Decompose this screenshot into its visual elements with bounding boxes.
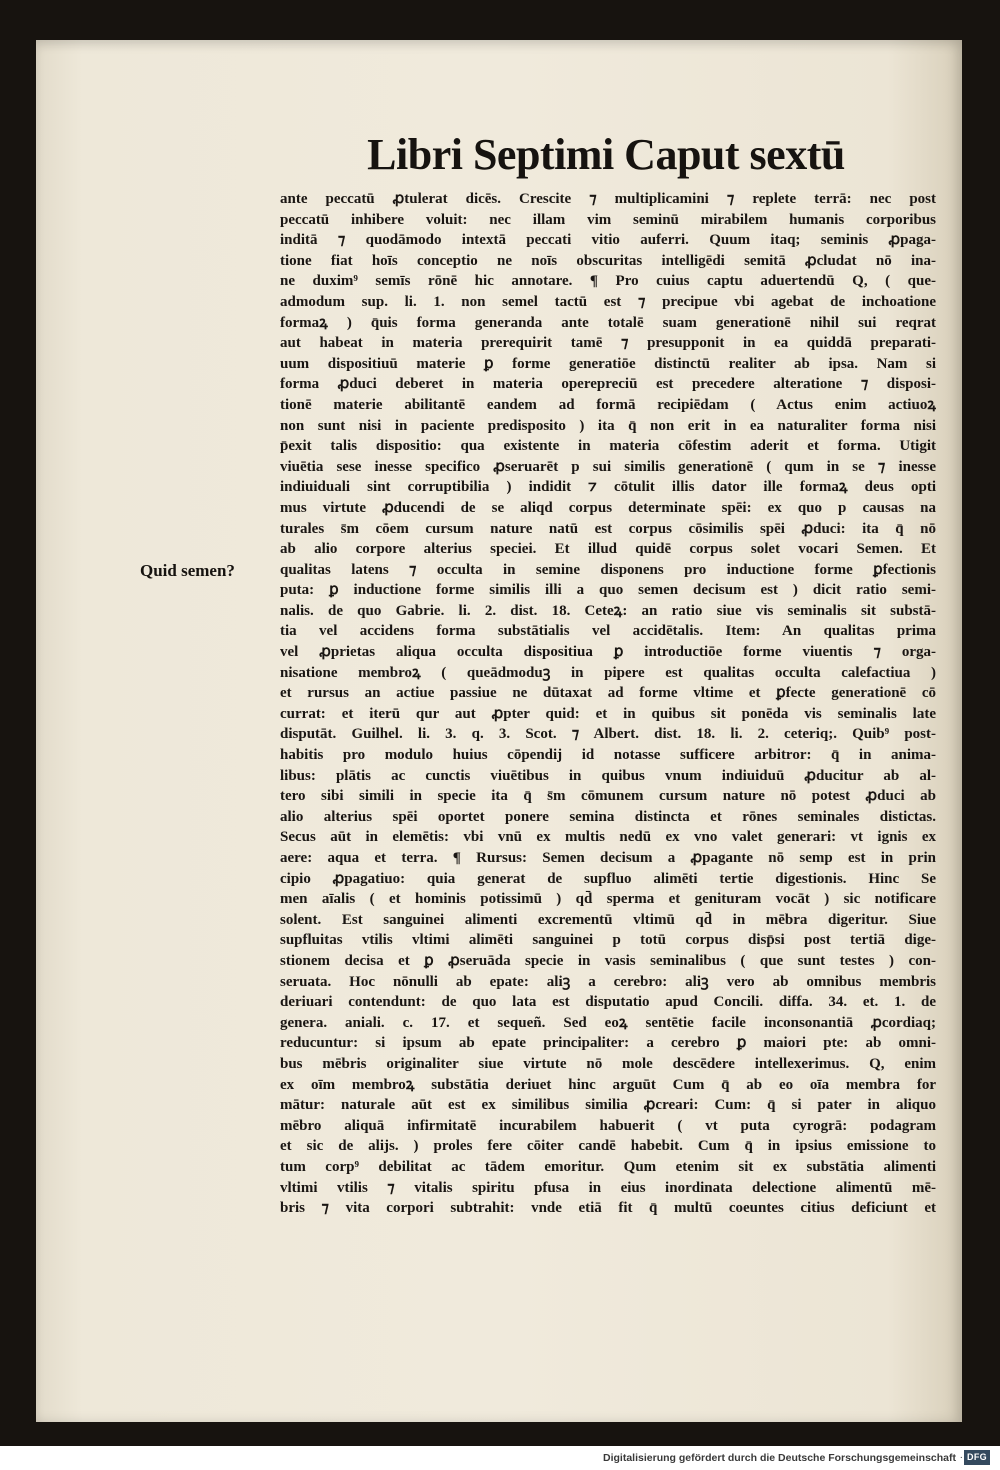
digitization-footer [0, 1446, 1000, 1470]
text-line: formaꝝ ) q̄uis forma generanda ante totalē suam generationē nihil sui reqrat [280, 314, 936, 331]
footer-separator: · [959, 1452, 963, 1463]
text-line: mus virtute ꝓducendi de se aliqd corpus determinate spēi: ex quo p causas na [280, 499, 936, 516]
text-line: men aīalis ( et hominis potissimū ) qd̄ sperma et genituram vocāt ) sic notificare [280, 891, 936, 908]
text-line: alio alterius spēi oportet ponere semina distincta et rōnes seminales distictas. [280, 808, 936, 825]
text-line: bus mēbris originaliter siue virtute nō mole descēdere intellexerimus. Q, enim [280, 1055, 936, 1072]
text-line: Secus aūt in elemētis: vbi vnū ex multis nedū ex vno valet generari: vt ignis ex [280, 829, 936, 846]
text-line: vel ꝓprietas aliqua occulta dispositiua ꝑ introductiōe forme viuentis ⁊ orga- [280, 644, 936, 661]
text-line: admodum sup. li. 1. non semel tactū est ⁊ precipue vbi agebat de inchoatione [280, 293, 936, 310]
text-line: aere: aqua et terra. ¶ Rursus: Semen decisum a ꝓpagante nō semp est in prin [280, 850, 936, 866]
text-line: viuētia sese inesse specifico ꝓseruarēt p sui similis generationē ( qum in se ⁊ inesse [280, 458, 936, 475]
body-text-block [280, 189, 936, 1219]
text-line: p̄exit talis dispositio: qua existente in materia cōfestim aderit et forma. Utigit [280, 438, 936, 455]
text-line: uum dispositiuū materie ꝑ forme generatiōe distinctū realiter ab ipsa. Nam si [280, 355, 936, 372]
text-line: deriuari contendunt: de quo lata est disputatio apud Concili. diffa. 34. et. 1. de [280, 994, 936, 1011]
text-line: bris ⁊ vita corpori subtrahit: vnde etiā fit q̄ multū coeuntes citius deficiunt et [280, 1200, 936, 1217]
text-line: tionē materie abilitantē eandem ad formā recipiēdam ( Actus enim actiuoꝝ [280, 396, 936, 413]
text-line: habitis pro modulo huius cōpendij id notasse sufficere arbitror: q̄ in anima- [280, 747, 936, 764]
text-line: qualitas latens ⁊ occulta in semine disponens pro inductione forme ꝑfectionis [280, 561, 936, 578]
text-line: et sic de alijs. ) proles fere cōiter candē habebit. Cum q̄ in ipsius emissione to [280, 1138, 936, 1155]
text-line: currat: et iterū qur aut ꝓpter quid: et in quibus sit ponēda vis seminalis late [280, 705, 936, 722]
text-line: mātur: naturale aūt est ex similibus similia ꝓcreari: Cum: q̄ si pater in aliquo [280, 1097, 936, 1114]
margin-note: Quid semen? [140, 561, 235, 580]
text-line: et rursus an actiue passiue ne dūtaxat ad forme vltime et ꝑfecte generationē cō [280, 685, 936, 702]
text-line: supfluitas vtilis vltimi alimēti sanguinei p totū corpus disp̄si post tertiā dige- [280, 932, 936, 949]
text-line: inditā ⁊ quodāmodo intextā peccati vitio auferri. Quum itaq; seminis ꝓpaga- [280, 232, 936, 249]
page-heading: Libri Septimi Caput sextū [367, 130, 845, 179]
text-line: forma ꝓduci deberet in materia operepreciū est precedere alteratione ⁊ disposi- [280, 376, 936, 393]
text-line: stionem decisa et ꝑ ꝓseruāda specie in vasis seminalibus ( que sunt testes ) con- [280, 952, 936, 969]
text-line: puta: ꝑ inductione forme similis illi a quo semen decisum est ) dicit ratio semi- [280, 582, 936, 599]
text-line: cipio ꝓpagatiuo: quia generat de supfluo alimēti tertie digestionis. Hinc Se [280, 870, 936, 887]
text-line: non sunt nisi in paciente predisposito ) ita q̄ non erit in ea naturaliter forma nisi [280, 417, 936, 434]
text-line: ab alio corpore alterius speciei. Et illud quidē corpus solet vocari Semen. Et [280, 541, 936, 558]
text-line: reducuntur: si ipsum ab epate principaliter: a cerebro ꝑ maiori pte: ab omni- [280, 1035, 936, 1052]
text-line: ex oīm membroꝝ substātia deriuet hinc arguūt Cum q̄ ab eo oīa membra for [280, 1076, 936, 1093]
text-line: tia vel accidens forma substātialis vel accidētalis. Item: An qualitas prima [280, 623, 936, 640]
text-line: aut habeat in materia prerequirit tamē ⁊ presupponit in ea quiddā preparati- [280, 335, 936, 352]
text-line: seruata. Hoc nōnulli ab epate: aliꝫ a cerebro: aliꝫ vero ab omnibus membris [280, 973, 936, 990]
text-line: vltimi vtilis ⁊ vitalis spiritu pfusa in eius inordinata delectione alimentū mē- [280, 1179, 936, 1196]
text-line: indiuiduali sint corruptibilia ) indidit ⁊ cōtulit illis dator ille formaꝝ deus opti [280, 479, 936, 496]
text-line: tione fiat hoīs conceptio ne noīs obscuritas intelligēdi semitā ꝓcludat nō ina- [280, 252, 936, 269]
text-line: libus: plātis ac cunctis viuētibus in quibus vnum indiuiduū ꝓducitur ab al- [280, 767, 936, 784]
text-line: peccatū inhibere voluit: nec illam vim seminū mirabilem humanis corporibus [280, 211, 936, 228]
dfg-logo-icon: DFG [964, 1450, 990, 1465]
text-line: nisatione membroꝝ ( queādmoduꝫ in pipere est qualitas occulta calefactiua ) [280, 664, 936, 681]
text-line: turales s̄m cōem cursum nature natū est corpus cōsimilis spēi ꝓduci: ita q̄ nō [280, 520, 936, 537]
text-line: solent. Est sanguinei alimenti excrementū vltimū qd̄ in mēbra digeritur. Siue [280, 911, 936, 928]
text-line: mēbro aliquā infirmitatē incurabilem habuerit ( vt puta cyrogrā: podagram [280, 1117, 936, 1134]
text-line: tum corp⁹ debilitat ac tādem emoritur. Qum etenim sit ex substātia alimenti [280, 1158, 936, 1175]
funding-credit: Digitalisierung gefördert durch die Deutsche Forschungsgemeinschaft [603, 1452, 956, 1464]
text-line: tero sibi simili in specie ita q̄ s̄m cōmunem cursum nature nō potest ꝓduci ab [280, 788, 936, 805]
text-line: genera. aniali. c. 17. et sequeñ. Sed eoꝝ sentētie facile inconsonantiā ꝓcordiaq; [280, 1014, 936, 1031]
text-line: ante peccatū ꝓtulerat dicēs. Crescite ⁊ multiplicamini ⁊ replete terrā: nec post [280, 191, 936, 207]
text-line: disputāt. Guilhel. li. 3. q. 3. Scot. ⁊ Albert. dist. 18. li. 2. ceteriq;. Quib⁹ post- [280, 726, 936, 743]
text-line: ne duxim⁹ semīs rōnē hic annotare. ¶ Pro cuius captu aduertendū Q, ( que- [280, 273, 936, 290]
text-line: nalis. de quo Gabrie. li. 2. dist. 18. Ceteꝝ: an ratio siue vis seminalis sit substā- [280, 602, 936, 619]
